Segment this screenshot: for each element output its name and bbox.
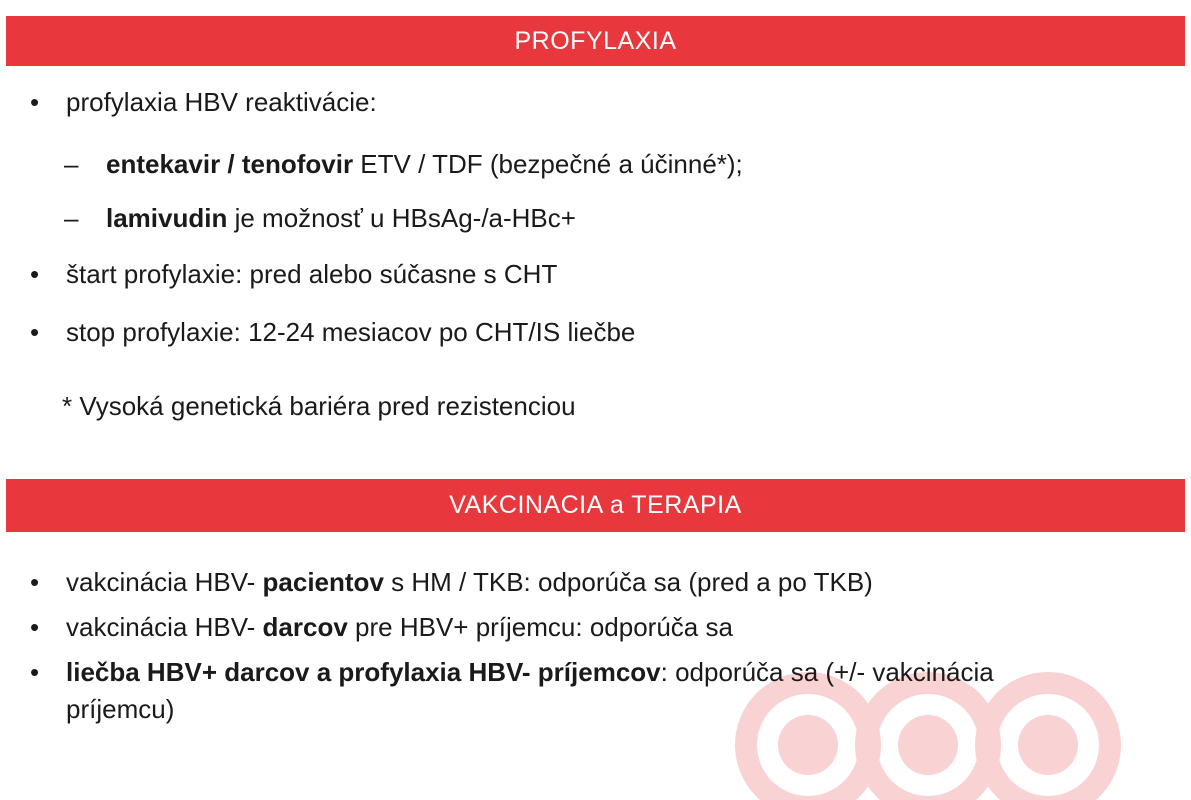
bullet-marker: • bbox=[30, 317, 40, 347]
bullet-marker: • bbox=[30, 657, 40, 687]
section-title: PROFYLAXIA bbox=[514, 26, 677, 55]
list-item: liečba HBV+ darcov a profylaxia HBV- príjemcov: odporúča sa (+/- vakcinácia bbox=[66, 657, 994, 687]
section-header-vakcinacia bbox=[6, 479, 1185, 532]
list-item: stop profylaxie: 12-24 mesiacov po CHT/IS liečbe bbox=[66, 317, 636, 347]
bullet-marker: • bbox=[30, 259, 40, 289]
list-item: vakcinácia HBV- darcov pre HBV+ príjemcu: odporúča sa bbox=[66, 612, 733, 642]
bullet-marker: • bbox=[30, 612, 40, 642]
dash-marker: – bbox=[64, 149, 79, 179]
sub-list-item: lamivudin je možnosť u HBsAg-/a-HBc+ bbox=[106, 203, 576, 233]
sub-list-item: entekavir / tenofovir ETV / TDF (bezpečné a účinné*); bbox=[106, 149, 743, 179]
bullet-marker: • bbox=[30, 567, 40, 597]
list-item: štart profylaxie: pred alebo súčasne s CHT bbox=[66, 259, 558, 289]
dash-marker: – bbox=[64, 203, 79, 233]
bullet-marker: • bbox=[30, 87, 40, 117]
list-item: profylaxia HBV reaktivácie: bbox=[66, 87, 377, 117]
footnote: * Vysoká genetická bariéra pred rezistenciou bbox=[62, 391, 576, 421]
list-item-continuation: príjemcu) bbox=[66, 694, 175, 724]
section-header-profylaxia bbox=[6, 16, 1185, 66]
list-item: vakcinácia HBV- pacientov s HM / TKB: odporúča sa (pred a po TKB) bbox=[66, 567, 873, 597]
section-title: VAKCINACIA a TERAPIA bbox=[449, 491, 742, 519]
